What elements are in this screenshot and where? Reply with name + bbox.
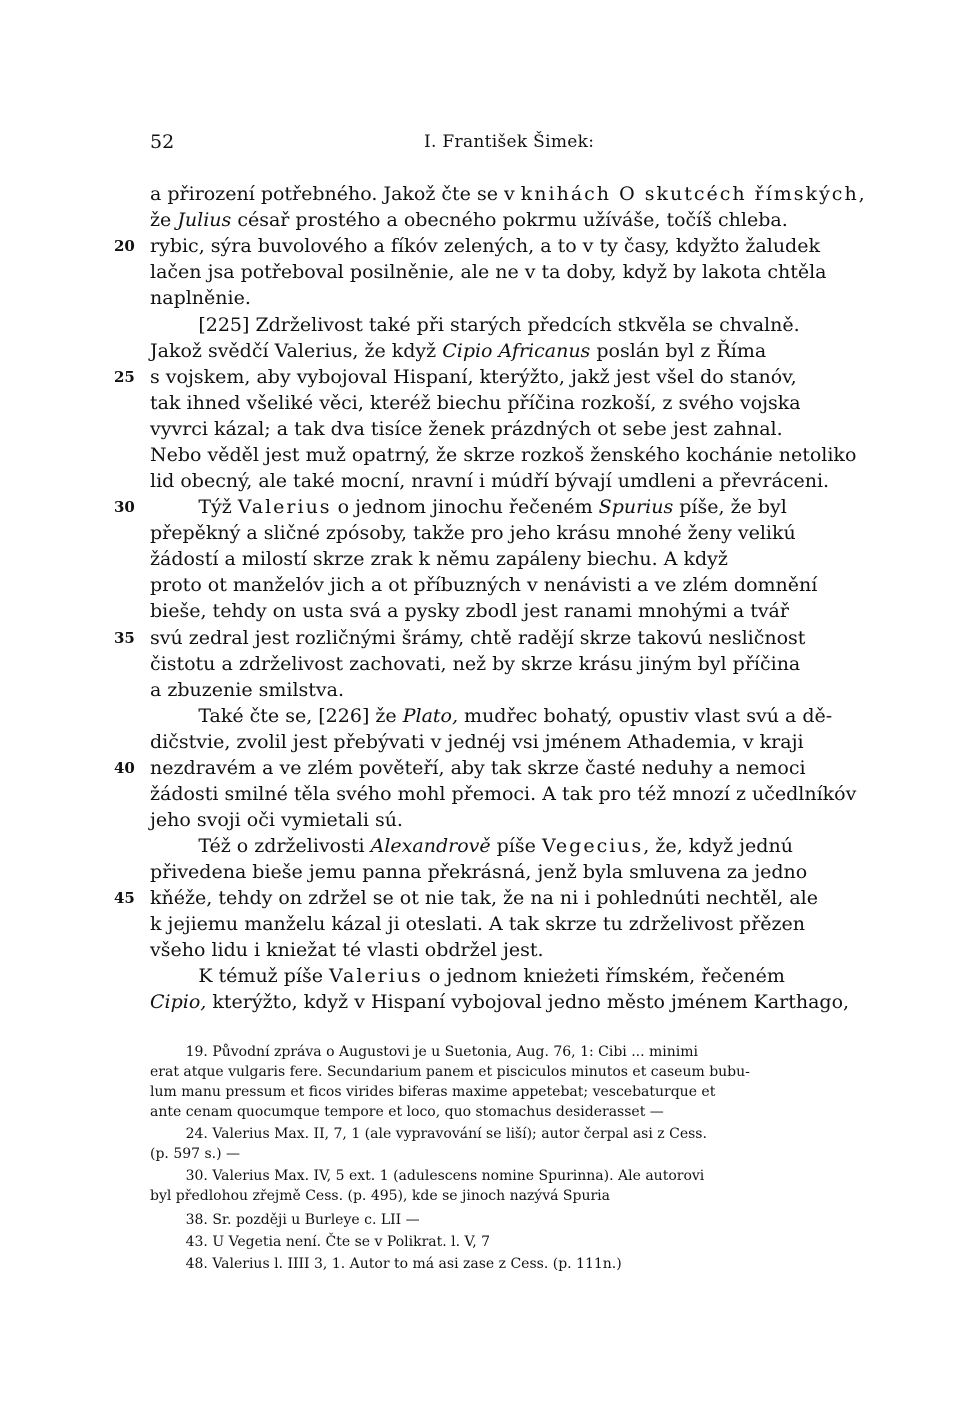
text-line: kňéže, tehdy on zdržel se ot nie tak, že na ni i pohlednúti nechtěl, ale bbox=[150, 887, 818, 909]
footnote-line: 19. Původní zpráva o Augustovi je u Suetonia, Aug. 76, 1: Cibi ... minimi bbox=[150, 1044, 699, 1060]
footnote-line: (p. 597 s.) — bbox=[150, 1146, 241, 1162]
line-number: 30 bbox=[114, 498, 135, 516]
text-line: žádosti smilné těla svého mohl přemoci. A tak pro též mnozí z učedlníkóv bbox=[150, 783, 857, 805]
text-line: vyvrci kázal; a tak dva tisíce ženek prázdných ot sebe jest zahnal. bbox=[150, 418, 783, 440]
page-number: 52 bbox=[150, 131, 175, 153]
text-line: bieše, tehdy on usta svá a pysky zbodl jest ranami mnohými a tvář bbox=[150, 600, 789, 622]
text-line: a zbuzenie smilstva. bbox=[150, 679, 345, 701]
text-line: [225] Zdrželivost také při starých předcích stkvěla se chvalně. bbox=[150, 314, 800, 336]
text-line: a přirození potřebného. Jakož čte se v knihách O skutcéch římských, bbox=[150, 183, 867, 205]
text-line: všeho lidu i kniežat té vlasti obdržel jest. bbox=[150, 939, 544, 961]
running-head: I. František Šimek: bbox=[424, 132, 595, 152]
text-line: s vojskem, aby vybojoval Hispaní, kterýžto, jakž jest všel do stanóv, bbox=[150, 366, 797, 388]
footnote-line: ante cenam quocumque tempore et loco, quo stomachus desiderasset — bbox=[150, 1104, 664, 1120]
text-line: lid obecný, ale také mocní, nravní i múdří bývají umdleni a převráceni. bbox=[150, 470, 830, 492]
text-line: že Julius césař prostého a obecného pokrmu užíváše, točíš chleba. bbox=[150, 209, 788, 231]
line-number: 40 bbox=[114, 759, 135, 777]
text-line: jeho svoji oči vymietali sú. bbox=[150, 809, 403, 831]
line-number: 20 bbox=[114, 237, 135, 255]
text-line: Jakož svědčí Valerius, že když Cipio Africanus poslán byl z Říma bbox=[150, 340, 767, 362]
line-number: 45 bbox=[114, 889, 135, 907]
text-line: k jejiemu manželu kázal ji oteslati. A tak skrze tu zdrželivost přězen bbox=[150, 913, 806, 935]
footnote-line: erat atque vulgaris fere. Secundarium panem et pisciculos minutos et caseum bubu- bbox=[150, 1064, 750, 1080]
text-line: svú zedral jest rozličnými šrámy, chtě radějí skrze takovú nesličnost bbox=[150, 627, 806, 649]
text-line: Týž Valerius o jednom jinochu řečeném Spurius píše, že byl bbox=[150, 496, 787, 518]
text-line: žádostí a milostí skrze zrak k němu zapáleny biechu. A když bbox=[150, 548, 728, 570]
text-line: Nebo věděl jest muž opatrný, že skrze rozkoš ženského kochánie netoliko bbox=[150, 444, 857, 466]
footnote-line: 24. Valerius Max. II, 7, 1 (ale vypravování se liší); autor čerpal asi z Cess. bbox=[150, 1126, 707, 1142]
text-line: tak ihned všeliké věci, kteréž biechu příčina rozkoší, z svého vojska bbox=[150, 392, 801, 414]
text-line: čistotu a zdrželivost zachovati, než by skrze krásu jiným byl příčina bbox=[150, 653, 801, 675]
text-line: Také čte se, [226] že Plato, mudřec bohatý, opustiv vlast svú a dě- bbox=[150, 705, 833, 727]
text-line: rybic, sýra buvolového a fíkóv zelených, a to v ty časy, kdyžto žaludek bbox=[150, 235, 820, 257]
text-line: Též o zdrželivosti Alexandrově píše Vegecius, že, když jednú bbox=[150, 835, 793, 857]
text-line: Cipio, kterýžto, když v Hispaní vybojoval jedno město jménem Karthago, bbox=[150, 991, 850, 1013]
text-line: dičstvie, zvolil jest přebývati v jednéj vsi jménem Athademia, v kraji bbox=[150, 731, 804, 753]
footnote-line: 48. Valerius l. IIII 3, 1. Autor to má asi zase z Cess. (p. 111n.) bbox=[150, 1256, 622, 1272]
footnote-line: 43. U Vegetia není. Čte se v Polikrat. l. V, 7 bbox=[150, 1234, 491, 1250]
footnote-line: 38. Sr. později u Burleye c. LII — bbox=[150, 1212, 420, 1228]
text-line: přivedena bieše jemu panna překrásná, jenž byla smluvena za jedno bbox=[150, 861, 808, 883]
line-number: 35 bbox=[114, 629, 135, 647]
text-line: nezdravém a ve zlém pověteří, aby tak skrze časté neduhy a nemoci bbox=[150, 757, 806, 779]
footnote-line: lum manu pressum et ficos virides biferas maxime appetebat; vescebaturque et bbox=[150, 1084, 716, 1100]
footnote-line: byl předlohou zřejmě Cess. (p. 495), kde se jinoch nazývá Spuria bbox=[150, 1188, 611, 1204]
text-line: proto ot manželóv jich a ot příbuzných v nenávisti a ve zlém domnění bbox=[150, 574, 818, 596]
text-line: naplněnie. bbox=[150, 287, 251, 309]
line-number: 25 bbox=[114, 368, 135, 386]
footnote-line: 30. Valerius Max. IV, 5 ext. 1 (adulescens nomine Spurinna). Ale autorovi bbox=[150, 1168, 705, 1184]
text-line: přepěkný a sličné zpósoby, takže pro jeho krásu mnohé ženy velikú bbox=[150, 522, 796, 544]
text-line: lačen jsa potřeboval posilněnie, ale ne v ta doby, když by lakota chtěla bbox=[150, 261, 827, 283]
text-line: K témuž píše Valerius o jednom knieżeti římském, řečeném bbox=[150, 965, 785, 987]
